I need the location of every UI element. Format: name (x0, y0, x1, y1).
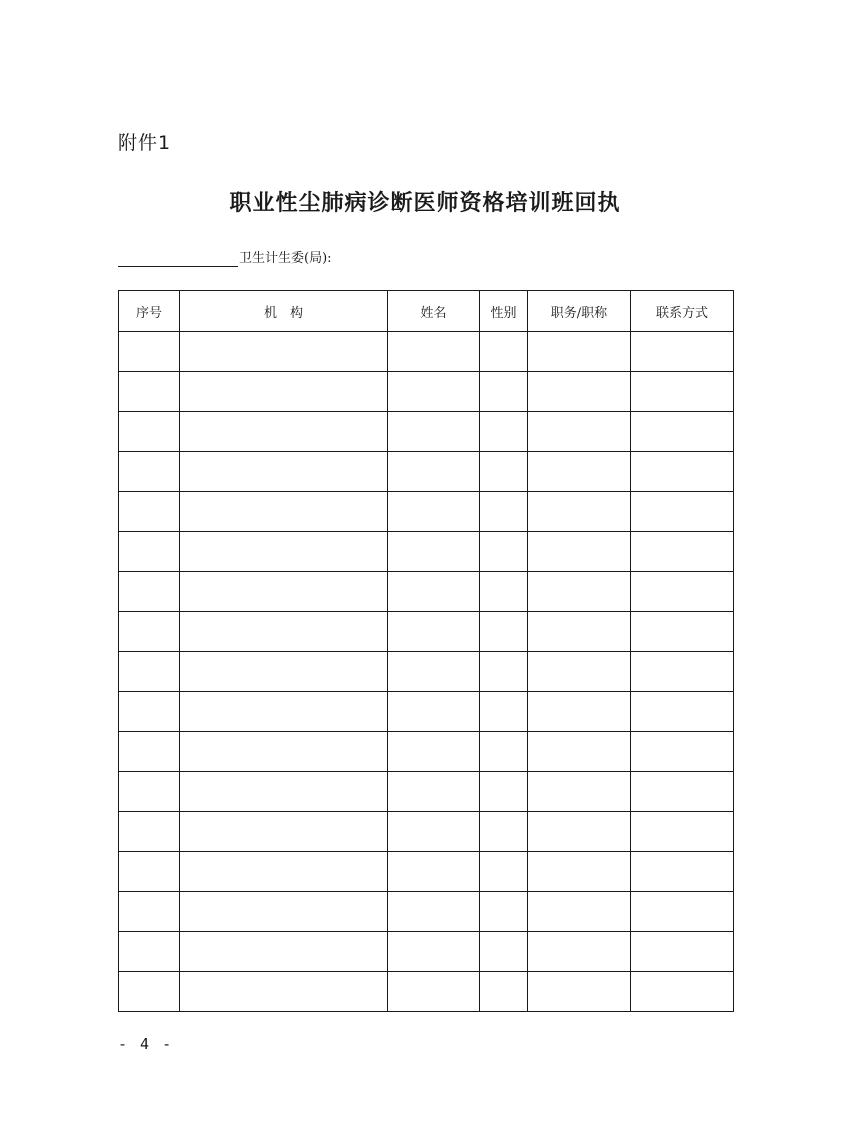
cell-contact (631, 372, 734, 412)
table-row (119, 372, 734, 412)
header-organization: 机 构 (180, 291, 388, 332)
cell-contact (631, 572, 734, 612)
cell-contact (631, 692, 734, 732)
cell-serial-number (119, 612, 180, 652)
cell-position-title (528, 772, 631, 812)
cell-name (388, 852, 480, 892)
cell-serial-number (119, 332, 180, 372)
table-row (119, 572, 734, 612)
cell-position-title (528, 412, 631, 452)
cell-name (388, 692, 480, 732)
cell-organization (180, 452, 388, 492)
cell-position-title (528, 612, 631, 652)
cell-name (388, 892, 480, 932)
cell-contact (631, 972, 734, 1012)
header-contact: 联系方式 (631, 291, 734, 332)
cell-gender (480, 812, 528, 852)
cell-gender (480, 572, 528, 612)
addressee-line (118, 250, 332, 267)
header-name: 姓名 (388, 291, 480, 332)
table-row (119, 892, 734, 932)
cell-contact (631, 812, 734, 852)
cell-organization (180, 732, 388, 772)
cell-organization (180, 932, 388, 972)
cell-serial-number (119, 852, 180, 892)
cell-organization (180, 572, 388, 612)
cell-gender (480, 532, 528, 572)
cell-serial-number (119, 732, 180, 772)
table-row (119, 812, 734, 852)
cell-serial-number (119, 572, 180, 612)
table-row (119, 652, 734, 692)
cell-serial-number (119, 652, 180, 692)
registration-table (118, 290, 734, 1012)
cell-position-title (528, 372, 631, 412)
cell-organization (180, 412, 388, 452)
cell-position-title (528, 332, 631, 372)
cell-position-title (528, 452, 631, 492)
cell-serial-number (119, 812, 180, 852)
cell-name (388, 572, 480, 612)
cell-organization (180, 812, 388, 852)
cell-contact (631, 892, 734, 932)
cell-organization (180, 492, 388, 532)
cell-name (388, 492, 480, 532)
cell-position-title (528, 532, 631, 572)
table-row (119, 452, 734, 492)
table-row (119, 412, 734, 452)
cell-gender (480, 972, 528, 1012)
cell-gender (480, 932, 528, 972)
cell-serial-number (119, 932, 180, 972)
table-row (119, 732, 734, 772)
cell-gender (480, 452, 528, 492)
attachment-label: 附件1 (118, 132, 172, 154)
cell-contact (631, 492, 734, 532)
cell-position-title (528, 692, 631, 732)
cell-organization (180, 612, 388, 652)
page-number: - 4 - (118, 1035, 174, 1053)
cell-name (388, 652, 480, 692)
cell-name (388, 812, 480, 852)
cell-gender (480, 772, 528, 812)
cell-contact (631, 612, 734, 652)
cell-serial-number (119, 532, 180, 572)
cell-position-title (528, 492, 631, 532)
cell-contact (631, 932, 734, 972)
cell-name (388, 772, 480, 812)
cell-name (388, 412, 480, 452)
cell-organization (180, 652, 388, 692)
table-row (119, 332, 734, 372)
cell-position-title (528, 732, 631, 772)
cell-position-title (528, 572, 631, 612)
table-header-row (119, 291, 734, 332)
table-row (119, 692, 734, 732)
table-row (119, 612, 734, 652)
cell-organization (180, 332, 388, 372)
cell-name (388, 532, 480, 572)
cell-serial-number (119, 372, 180, 412)
cell-gender (480, 692, 528, 732)
cell-name (388, 372, 480, 412)
cell-organization (180, 972, 388, 1012)
cell-gender (480, 732, 528, 772)
cell-contact (631, 772, 734, 812)
cell-organization (180, 852, 388, 892)
cell-position-title (528, 972, 631, 1012)
cell-serial-number (119, 412, 180, 452)
cell-gender (480, 492, 528, 532)
cell-position-title (528, 932, 631, 972)
table-row (119, 772, 734, 812)
cell-contact (631, 332, 734, 372)
cell-organization (180, 772, 388, 812)
header-serial-number: 序号 (119, 291, 180, 332)
cell-name (388, 732, 480, 772)
addressee-text: 卫生计生委(局): (239, 251, 332, 266)
cell-gender (480, 612, 528, 652)
cell-position-title (528, 892, 631, 932)
header-gender: 性别 (480, 291, 528, 332)
cell-gender (480, 852, 528, 892)
addressee-blank (118, 250, 238, 267)
table-row (119, 532, 734, 572)
cell-organization (180, 892, 388, 932)
cell-serial-number (119, 452, 180, 492)
cell-organization (180, 532, 388, 572)
cell-position-title (528, 652, 631, 692)
cell-serial-number (119, 772, 180, 812)
cell-contact (631, 732, 734, 772)
cell-contact (631, 532, 734, 572)
cell-contact (631, 412, 734, 452)
cell-serial-number (119, 972, 180, 1012)
cell-gender (480, 412, 528, 452)
cell-organization (180, 372, 388, 412)
cell-contact (631, 452, 734, 492)
cell-name (388, 612, 480, 652)
cell-gender (480, 652, 528, 692)
cell-name (388, 932, 480, 972)
cell-serial-number (119, 892, 180, 932)
header-position-title: 职务/职称 (528, 291, 631, 332)
table-row (119, 852, 734, 892)
cell-serial-number (119, 492, 180, 532)
page-title: 职业性尘肺病诊断医师资格培训班回执 (229, 190, 621, 216)
cell-gender (480, 372, 528, 412)
cell-position-title (528, 852, 631, 892)
cell-contact (631, 852, 734, 892)
cell-position-title (528, 812, 631, 852)
table-row (119, 932, 734, 972)
cell-gender (480, 332, 528, 372)
cell-contact (631, 652, 734, 692)
table-body (119, 332, 734, 1012)
table-row (119, 972, 734, 1012)
cell-organization (180, 692, 388, 732)
cell-serial-number (119, 692, 180, 732)
table-row (119, 492, 734, 532)
cell-name (388, 452, 480, 492)
cell-name (388, 332, 480, 372)
cell-name (388, 972, 480, 1012)
cell-gender (480, 892, 528, 932)
